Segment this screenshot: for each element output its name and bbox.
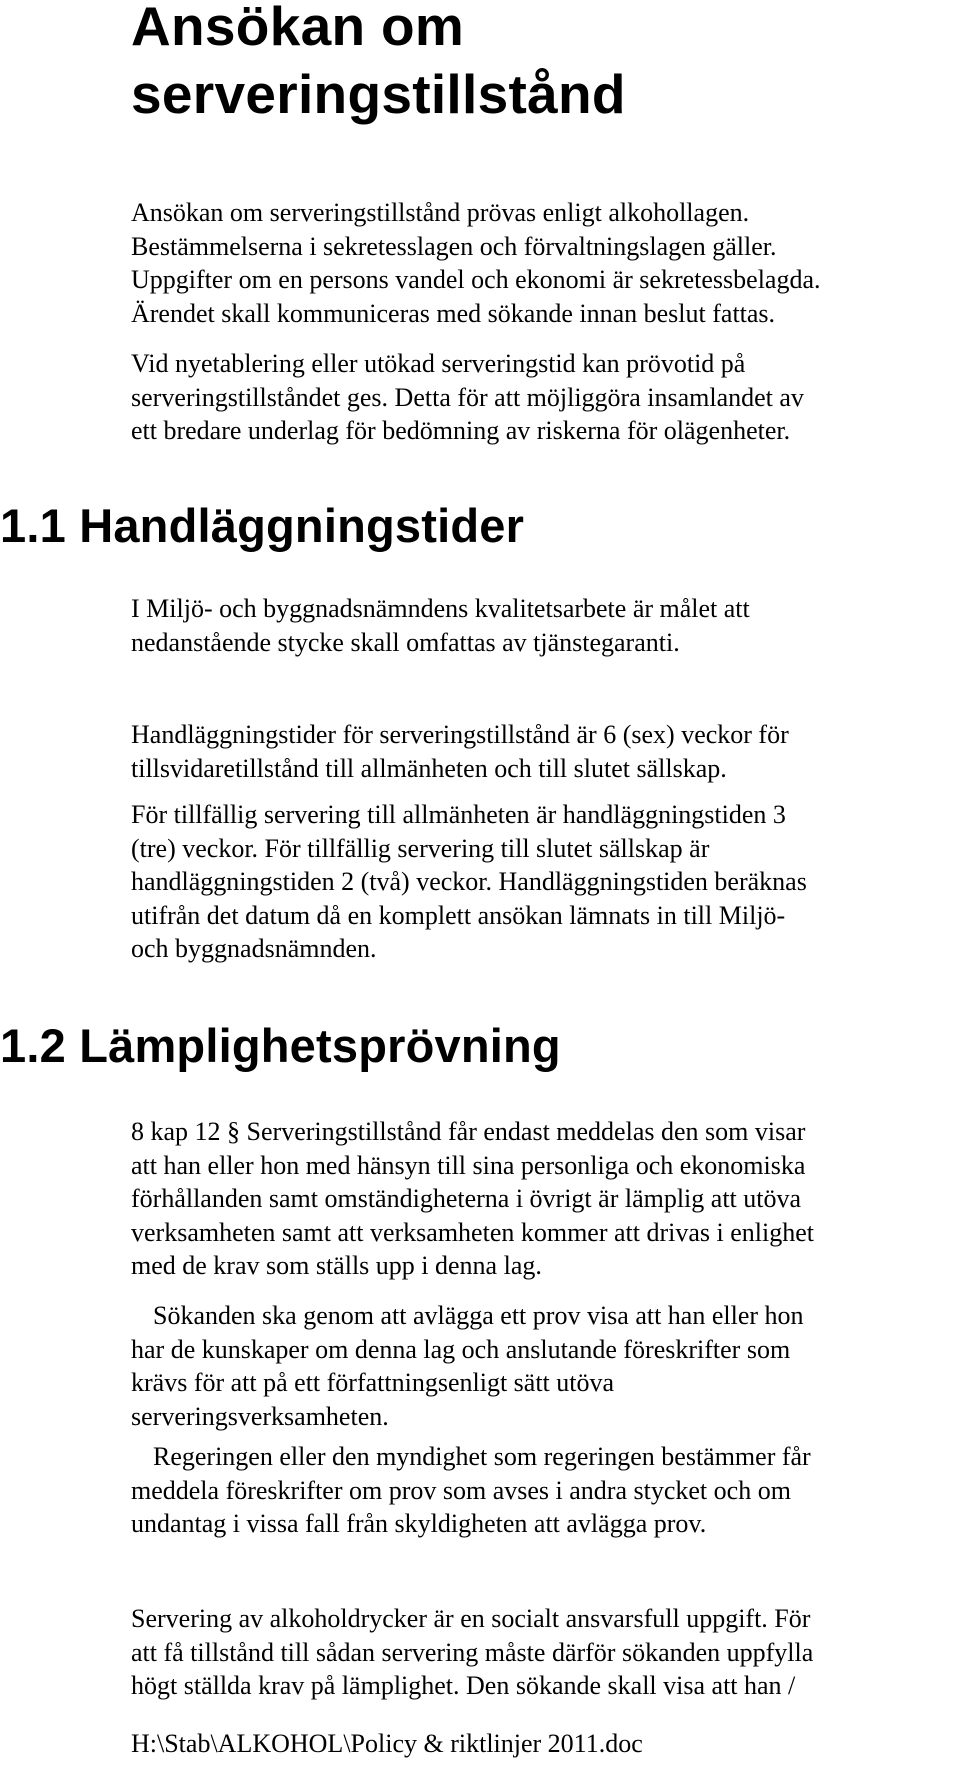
responsibility-paragraph <box>131 1602 813 1703</box>
temporary-line-2: (tre) veckor. För tillfällig servering till slutet sällskap är <box>131 833 710 863</box>
temporary-line-1: För tillfällig servering till allmänheten är handläggningstiden 3 <box>131 800 786 829</box>
regulation-line-2: meddela föreskrifter om prov som avses i andra stycket och om <box>131 1475 791 1505</box>
intro-paragraph <box>131 196 821 330</box>
quality-paragraph <box>131 592 750 659</box>
probation-line-3: ett bredare underlag för bedömning av riskerna för olägenheter. <box>131 416 791 445</box>
law-line-2: att han eller hon med hänsyn till sina personliga och ekonomiska <box>131 1150 806 1180</box>
exam-line-3: krävs för att på ett författningsenligt sätt utöva <box>131 1368 615 1397</box>
exam-paragraph <box>131 1299 804 1433</box>
law-line-3: förhållanden samt omständigheterna i övrigt är lämplig att utöva <box>131 1184 802 1213</box>
regulation-paragraph <box>131 1440 811 1541</box>
responsibility-line-2: att få tillstånd till sådan servering måste därför sökanden uppfylla <box>131 1637 814 1667</box>
exam-line-1: Sökanden ska genom att avlägga ett prov visa att han eller hon <box>153 1301 804 1330</box>
section-heading-lamplighetsprovning: 1.2 Lämplighetsprövning <box>0 1019 561 1072</box>
regulation-line-1: Regeringen eller den myndighet som regeringen bestämmer får <box>153 1442 811 1471</box>
temporary-serving-paragraph <box>131 798 807 966</box>
intro-line-3: Uppgifter om en persons vandel och ekonomi är sekretessbelagda. <box>131 265 821 294</box>
exam-line-4: serveringsverksamheten. <box>131 1401 389 1431</box>
quality-line-1: I Miljö- och byggnadsnämndens kvalitetsarbete är målet att <box>131 594 750 623</box>
probation-line-1: Vid nyetablering eller utökad serveringstid kan prövotid på <box>131 349 746 378</box>
responsibility-line-3: högt ställda krav på lämplighet. Den sökande skall visa att han / <box>131 1671 796 1700</box>
law-line-1: 8 kap 12 § Serveringstillstånd får endast meddelas den som visar <box>131 1117 806 1146</box>
temporary-line-4: utifrån det datum då en komplett ansökan lämnats in till Miljö- <box>131 900 786 930</box>
temporary-line-3: handläggningstiden 2 (två) veckor. Handläggningstiden beräknas <box>131 867 807 896</box>
processing-time-paragraph <box>131 718 789 785</box>
exam-line-2: har de kunskaper om denna lag och anslutande föreskrifter som <box>131 1334 791 1364</box>
document-title <box>131 0 626 128</box>
title-line-2: serveringstillstånd <box>131 63 626 125</box>
intro-line-2: Bestämmelserna i sekretesslagen och förvaltningslagen gäller. <box>131 231 777 261</box>
section-heading-handlaggningstider: 1.1 Handläggningstider <box>0 499 525 552</box>
probation-paragraph <box>131 347 804 448</box>
quality-line-2: nedanstående stycke skall omfattas av tjänstegaranti. <box>131 627 680 657</box>
intro-line-1: Ansökan om serveringstillstånd prövas enligt alkohollagen. <box>131 198 750 227</box>
footer-file-path: H:\Stab\ALKOHOL\Policy & riktlinjer 2011.doc <box>131 1729 643 1758</box>
regulation-line-3: undantag i vissa fall från skyldigheten att avlägga prov. <box>131 1509 707 1538</box>
law-paragraph <box>131 1115 814 1283</box>
probation-line-2: serveringstillståndet ges. Detta för att möjliggöra insamlandet av <box>131 382 804 412</box>
title-line-1: Ansökan om <box>131 0 465 57</box>
law-line-4: verksamheten samt att verksamheten kommer att drivas i enlighet <box>131 1217 815 1247</box>
processing-line-2: tillsvidaretillstånd till allmänheten och till slutet sällskap. <box>131 753 727 783</box>
law-line-5: med de krav som ställs upp i denna lag. <box>131 1251 542 1280</box>
responsibility-line-1: Servering av alkoholdrycker är en socialt ansvarsfull uppgift. För <box>131 1604 811 1633</box>
intro-line-4: Ärendet skall kommuniceras med sökande innan beslut fattas. <box>131 298 776 328</box>
processing-line-1: Handläggningstider för serveringstillstånd är 6 (sex) veckor för <box>131 720 789 749</box>
temporary-line-5: och byggnadsnämnden. <box>131 934 377 963</box>
